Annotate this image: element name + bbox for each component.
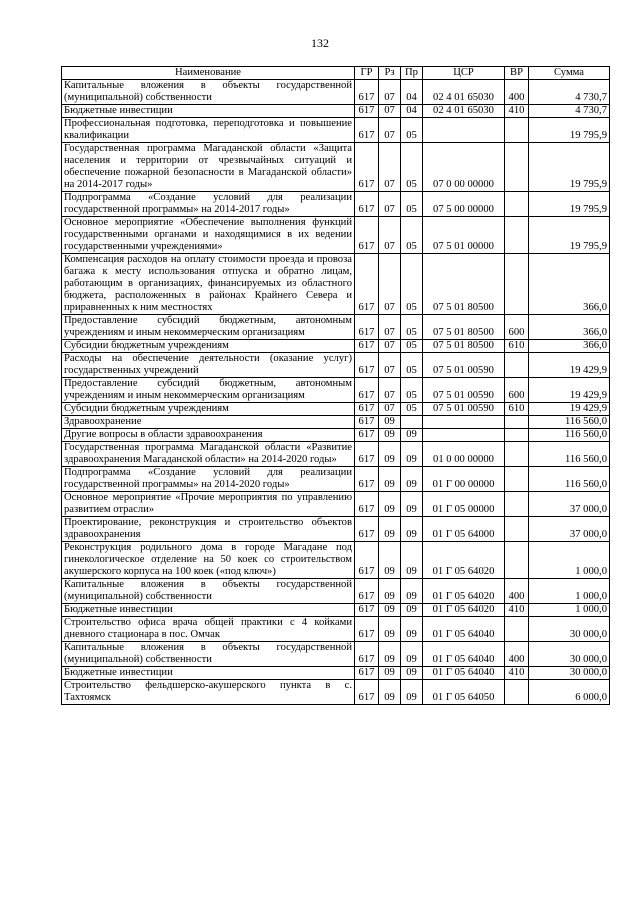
cell-pr: 04	[401, 105, 423, 118]
cell-name: Капитальные вложения в объекты государственной (муниципальной) собственности	[62, 80, 355, 105]
cell-rz: 09	[379, 542, 401, 579]
column-header-name: Наименование	[62, 67, 355, 80]
cell-csr: 07 5 00 00000	[423, 192, 505, 217]
cell-name: Бюджетные инвестиции	[62, 604, 355, 617]
cell-name: Здравоохранение	[62, 416, 355, 429]
cell-pr: 05	[401, 217, 423, 254]
cell-sum: 19 795,9	[529, 143, 610, 192]
cell-csr: 07 5 01 80500	[423, 254, 505, 315]
cell-rz: 09	[379, 442, 401, 467]
cell-vr: 400	[505, 80, 529, 105]
cell-name: Основное мероприятие «Обеспечение выполнения функций государственными органами и находящимися в их ведении государственными учреждениями»	[62, 217, 355, 254]
cell-rz: 09	[379, 467, 401, 492]
table-row	[62, 315, 610, 340]
cell-gr: 617	[355, 667, 379, 680]
table-row	[62, 442, 610, 467]
cell-csr: 01 Г 05 64020	[423, 604, 505, 617]
cell-vr: 600	[505, 378, 529, 403]
cell-csr: 01 Г 05 64050	[423, 680, 505, 705]
cell-pr: 09	[401, 442, 423, 467]
cell-pr: 09	[401, 604, 423, 617]
cell-sum: 19 795,9	[529, 192, 610, 217]
cell-vr: 410	[505, 105, 529, 118]
cell-csr: 07 5 01 80500	[423, 315, 505, 340]
cell-vr: 600	[505, 315, 529, 340]
cell-csr: 07 5 01 00000	[423, 217, 505, 254]
cell-rz: 07	[379, 105, 401, 118]
cell-csr	[423, 429, 505, 442]
cell-name: Субсидии бюджетным учреждениям	[62, 340, 355, 353]
table-row	[62, 579, 610, 604]
cell-vr	[505, 517, 529, 542]
column-header-rz: Рз	[379, 67, 401, 80]
cell-name: Строительство фельдшерско-акушерского пункта в с. Тахтоямск	[62, 680, 355, 705]
cell-csr: 07 5 01 00590	[423, 378, 505, 403]
cell-vr: 400	[505, 579, 529, 604]
cell-vr	[505, 254, 529, 315]
cell-gr: 617	[355, 680, 379, 705]
cell-rz: 07	[379, 315, 401, 340]
cell-gr: 617	[355, 517, 379, 542]
table-row	[62, 604, 610, 617]
cell-csr: 01 Г 05 64040	[423, 617, 505, 642]
cell-name: Проектирование, реконструкция и строительство объектов здравоохранения	[62, 517, 355, 542]
table-row	[62, 467, 610, 492]
cell-sum: 1 000,0	[529, 542, 610, 579]
cell-gr: 617	[355, 429, 379, 442]
cell-name: Бюджетные инвестиции	[62, 667, 355, 680]
cell-pr: 09	[401, 642, 423, 667]
cell-csr: 07 5 01 00590	[423, 403, 505, 416]
table-row	[62, 192, 610, 217]
table-row	[62, 105, 610, 118]
cell-sum: 116 560,0	[529, 416, 610, 429]
cell-vr: 610	[505, 340, 529, 353]
cell-name: Реконструкция родильного дома в городе Магадане под гинекологическое отделение на 50 коек со строительством акушерского корпуса на 100 коек («под ключ»)	[62, 542, 355, 579]
cell-rz: 09	[379, 642, 401, 667]
cell-pr: 09	[401, 617, 423, 642]
cell-sum: 116 560,0	[529, 429, 610, 442]
cell-vr	[505, 143, 529, 192]
cell-name: Капитальные вложения в объекты государственной (муниципальной) собственности	[62, 579, 355, 604]
table-header-row	[62, 67, 610, 80]
cell-pr: 05	[401, 315, 423, 340]
cell-pr	[401, 416, 423, 429]
table-row	[62, 378, 610, 403]
column-header-csr: ЦСР	[423, 67, 505, 80]
page-number: 132	[311, 36, 329, 50]
cell-gr: 617	[355, 340, 379, 353]
cell-name: Основное мероприятие «Прочие мероприятия по управлению развитием отрасли»	[62, 492, 355, 517]
cell-pr: 09	[401, 467, 423, 492]
cell-vr: 410	[505, 604, 529, 617]
cell-gr: 617	[355, 642, 379, 667]
cell-sum: 30 000,0	[529, 642, 610, 667]
cell-csr: 01 Г 05 64020	[423, 542, 505, 579]
cell-rz: 07	[379, 353, 401, 378]
table-row	[62, 492, 610, 517]
cell-csr	[423, 118, 505, 143]
table-row	[62, 416, 610, 429]
cell-sum: 4 730,7	[529, 80, 610, 105]
cell-csr: 01 Г 05 00000	[423, 492, 505, 517]
cell-name: Государственная программа Магаданской области «Защита населения и территории от чрезвычайных ситуаций и обеспечение пожарной безопасности в Магаданской области» на 2014-2017 годы»	[62, 143, 355, 192]
cell-gr: 617	[355, 80, 379, 105]
cell-csr: 07 0 00 00000	[423, 143, 505, 192]
cell-vr	[505, 680, 529, 705]
cell-vr	[505, 192, 529, 217]
cell-name: Компенсация расходов на оплату стоимости проезда и провоза багажа к месту использования отпуска и обратно лицам, работающим в организациях, финансируемых из областного бюджета, расположенных в районах Крайнего Севера и приравненных к ним местностях	[62, 254, 355, 315]
cell-vr	[505, 217, 529, 254]
cell-csr: 02 4 01 65030	[423, 80, 505, 105]
cell-name: Бюджетные инвестиции	[62, 105, 355, 118]
cell-rz: 09	[379, 667, 401, 680]
table-row	[62, 617, 610, 642]
cell-rz: 07	[379, 80, 401, 105]
cell-pr: 05	[401, 353, 423, 378]
cell-name: Государственная программа Магаданской области «Развитие здравоохранения Магаданской области» на 2014-2020 годы»	[62, 442, 355, 467]
cell-pr: 09	[401, 667, 423, 680]
cell-gr: 617	[355, 105, 379, 118]
column-header-gr: ГР	[355, 67, 379, 80]
cell-vr: 610	[505, 403, 529, 416]
cell-rz: 07	[379, 217, 401, 254]
cell-name: Субсидии бюджетным учреждениям	[62, 403, 355, 416]
cell-rz: 09	[379, 492, 401, 517]
table-row	[62, 680, 610, 705]
cell-gr: 617	[355, 254, 379, 315]
cell-gr: 617	[355, 542, 379, 579]
cell-gr: 617	[355, 353, 379, 378]
column-header-pr: Пр	[401, 67, 423, 80]
table-row	[62, 642, 610, 667]
cell-name: Расходы на обеспечение деятельности (оказание услуг) государственных учреждений	[62, 353, 355, 378]
cell-gr: 617	[355, 617, 379, 642]
table-row	[62, 143, 610, 192]
table-row	[62, 340, 610, 353]
cell-rz: 09	[379, 416, 401, 429]
cell-name: Подпрограмма «Создание условий для реализации государственной программы» на 2014-2017 годы»	[62, 192, 355, 217]
cell-vr	[505, 442, 529, 467]
cell-vr	[505, 542, 529, 579]
table-row	[62, 517, 610, 542]
cell-vr	[505, 467, 529, 492]
cell-gr: 617	[355, 217, 379, 254]
cell-pr: 05	[401, 254, 423, 315]
cell-csr	[423, 416, 505, 429]
cell-csr: 01 Г 05 64020	[423, 579, 505, 604]
cell-vr: 400	[505, 642, 529, 667]
cell-vr	[505, 617, 529, 642]
cell-rz: 07	[379, 118, 401, 143]
cell-rz: 07	[379, 403, 401, 416]
cell-sum: 4 730,7	[529, 105, 610, 118]
cell-rz: 09	[379, 429, 401, 442]
cell-pr: 05	[401, 143, 423, 192]
cell-gr: 617	[355, 403, 379, 416]
cell-sum: 19 429,9	[529, 403, 610, 416]
table-row	[62, 542, 610, 579]
cell-rz: 09	[379, 517, 401, 542]
cell-gr: 617	[355, 416, 379, 429]
cell-sum: 30 000,0	[529, 617, 610, 642]
cell-sum: 37 000,0	[529, 492, 610, 517]
cell-sum: 116 560,0	[529, 467, 610, 492]
cell-rz: 09	[379, 579, 401, 604]
cell-vr	[505, 416, 529, 429]
table-row	[62, 118, 610, 143]
cell-csr: 07 5 01 00590	[423, 353, 505, 378]
cell-pr: 05	[401, 403, 423, 416]
cell-gr: 617	[355, 579, 379, 604]
cell-rz: 07	[379, 143, 401, 192]
cell-sum: 1 000,0	[529, 579, 610, 604]
table-row	[62, 217, 610, 254]
column-header-vr: ВР	[505, 67, 529, 80]
cell-name: Предоставление субсидий бюджетным, автономным учреждениям и иным некоммерческим организациям	[62, 315, 355, 340]
cell-name: Профессиональная подготовка, переподготовка и повышение квалификации	[62, 118, 355, 143]
cell-sum: 19 795,9	[529, 217, 610, 254]
cell-csr: 01 Г 05 64040	[423, 667, 505, 680]
cell-gr: 617	[355, 604, 379, 617]
cell-csr: 01 Г 00 00000	[423, 467, 505, 492]
cell-csr: 01 Г 05 64000	[423, 517, 505, 542]
column-header-sum: Сумма	[529, 67, 610, 80]
cell-pr: 04	[401, 80, 423, 105]
cell-vr: 410	[505, 667, 529, 680]
cell-gr: 617	[355, 143, 379, 192]
cell-gr: 617	[355, 442, 379, 467]
cell-sum: 30 000,0	[529, 667, 610, 680]
cell-gr: 617	[355, 378, 379, 403]
cell-csr: 01 0 00 00000	[423, 442, 505, 467]
table-row	[62, 254, 610, 315]
table-row	[62, 667, 610, 680]
cell-vr	[505, 429, 529, 442]
cell-sum: 366,0	[529, 315, 610, 340]
cell-rz: 07	[379, 378, 401, 403]
cell-name: Подпрограмма «Создание условий для реализации государственной программы» на 2014-2020 годы»	[62, 467, 355, 492]
cell-pr: 09	[401, 579, 423, 604]
cell-gr: 617	[355, 192, 379, 217]
cell-sum: 1 000,0	[529, 604, 610, 617]
cell-pr: 05	[401, 192, 423, 217]
cell-name: Другие вопросы в области здравоохранения	[62, 429, 355, 442]
cell-gr: 617	[355, 315, 379, 340]
cell-sum: 366,0	[529, 340, 610, 353]
cell-name: Строительство офиса врача общей практики с 4 койками дневного стационара в пос. Омчак	[62, 617, 355, 642]
cell-name: Предоставление субсидий бюджетным, автономным учреждениям и иным некоммерческим организациям	[62, 378, 355, 403]
cell-sum: 19 429,9	[529, 378, 610, 403]
cell-sum: 19 795,9	[529, 118, 610, 143]
cell-gr: 617	[355, 118, 379, 143]
cell-rz: 09	[379, 617, 401, 642]
cell-csr: 07 5 01 80500	[423, 340, 505, 353]
cell-pr: 05	[401, 378, 423, 403]
cell-gr: 617	[355, 492, 379, 517]
cell-pr: 05	[401, 340, 423, 353]
cell-rz: 07	[379, 192, 401, 217]
cell-sum: 366,0	[529, 254, 610, 315]
cell-sum: 37 000,0	[529, 517, 610, 542]
cell-pr: 09	[401, 492, 423, 517]
cell-sum: 19 429,9	[529, 353, 610, 378]
cell-pr: 09	[401, 429, 423, 442]
table-row	[62, 353, 610, 378]
cell-vr	[505, 353, 529, 378]
cell-rz: 07	[379, 254, 401, 315]
table-row	[62, 403, 610, 416]
cell-vr	[505, 492, 529, 517]
cell-pr: 05	[401, 118, 423, 143]
cell-sum: 116 560,0	[529, 442, 610, 467]
table-row	[62, 80, 610, 105]
cell-csr: 02 4 01 65030	[423, 105, 505, 118]
cell-rz: 09	[379, 680, 401, 705]
cell-sum: 6 000,0	[529, 680, 610, 705]
cell-rz: 09	[379, 604, 401, 617]
budget-table	[61, 66, 610, 705]
cell-name: Капитальные вложения в объекты государственной (муниципальной) собственности	[62, 642, 355, 667]
cell-pr: 09	[401, 680, 423, 705]
cell-pr: 09	[401, 517, 423, 542]
cell-gr: 617	[355, 467, 379, 492]
cell-vr	[505, 118, 529, 143]
cell-rz: 07	[379, 340, 401, 353]
table-row	[62, 429, 610, 442]
cell-csr: 01 Г 05 64040	[423, 642, 505, 667]
cell-pr: 09	[401, 542, 423, 579]
